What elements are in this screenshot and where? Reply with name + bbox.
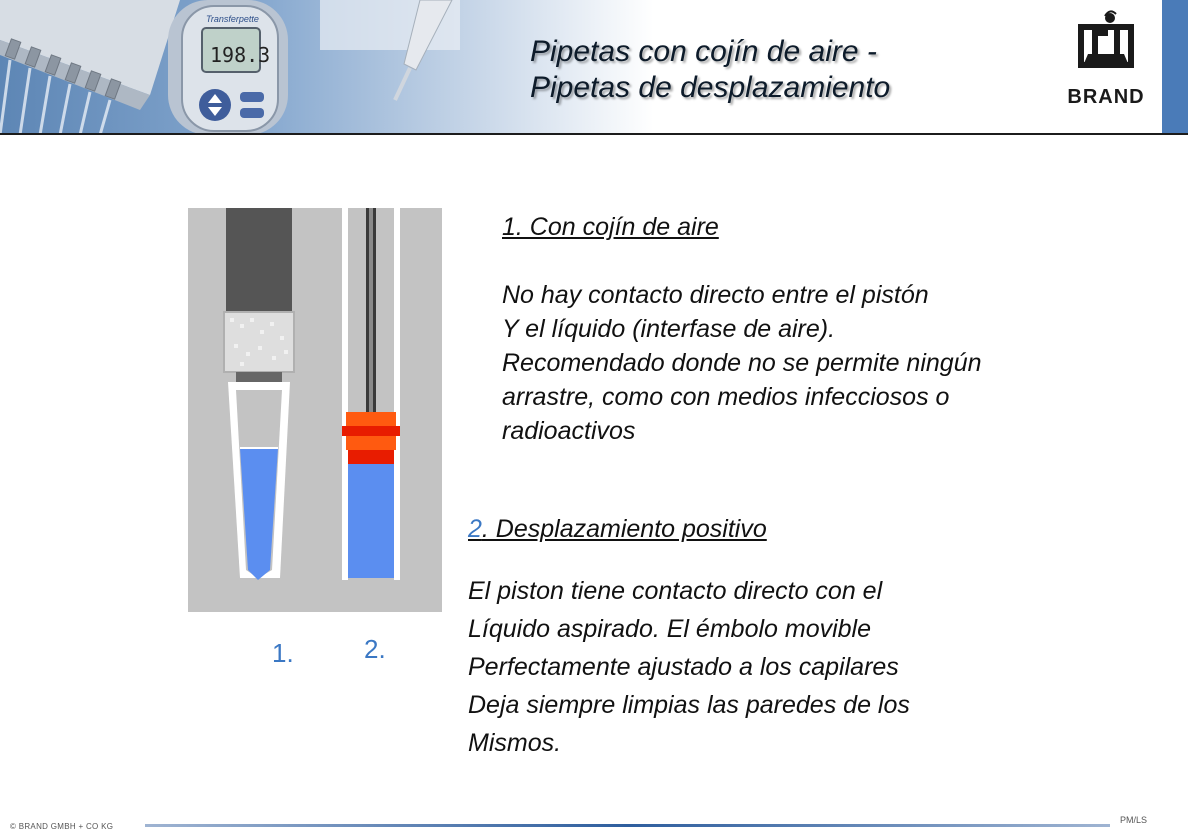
section-2-body (468, 572, 910, 762)
header-banner (0, 0, 1188, 135)
section-positive-displacement (468, 510, 910, 762)
header-rule (0, 133, 1188, 135)
title-line-1: Pipetas con cojín de aire - (530, 35, 877, 68)
section-2-number: 2 (468, 515, 482, 543)
footer-rule (145, 824, 1110, 827)
section-2-line: Mismos. (468, 729, 562, 757)
section-1-body (502, 278, 982, 448)
pipette-diagram-svg (188, 208, 442, 612)
section-2-line: El piston tiene contacto directo con el (468, 577, 883, 605)
figure-label-2: 2. (364, 634, 386, 664)
banner-edge (1162, 0, 1188, 135)
pipette-diagram (188, 208, 442, 612)
photo-brand-text: Transferpette (206, 14, 259, 24)
section-2-line: Deja siempre limpias las paredes de los (468, 691, 910, 719)
air-pipette-piston (236, 372, 282, 382)
section-1-line: Recomendado donde no se permite ningún (502, 349, 982, 377)
air-pipette-shaft (226, 208, 292, 312)
section-1-line: arrastre, como con medios infecciosos o (502, 383, 950, 411)
section-2-line: Líquido aspirado. El émbolo movible (468, 615, 872, 643)
pd-piston-seal (346, 412, 396, 426)
section-1-heading: 1. Con cojín de aire (502, 213, 719, 241)
section-2-line: Perfectamente ajustado a los capilares (468, 653, 899, 681)
air-pipette-filter (224, 312, 294, 372)
figure-label-1: 1. (272, 638, 294, 668)
photo-display-value: 198.3 (210, 43, 271, 67)
page-title (530, 34, 890, 106)
pd-liquid (348, 464, 394, 578)
section-2-heading-text: . Desplazamiento positivo (481, 515, 767, 543)
pipette-photo (0, 0, 520, 135)
section-air-cushion (502, 210, 982, 448)
section-1-line: radioactivos (502, 417, 636, 445)
section-2-heading (468, 510, 910, 548)
footer-copyright: © BRAND GMBH + CO KG (10, 822, 114, 831)
section-1-line: Y el líquido (interfase de aire). (502, 315, 836, 343)
footer-code: PM/LS (1120, 815, 1148, 825)
section-1-line: No hay contacto directo entre el pistón (502, 281, 929, 309)
logo-text: BRAND (1067, 86, 1145, 108)
title-line-2: Pipetas de desplazamiento (530, 71, 891, 104)
